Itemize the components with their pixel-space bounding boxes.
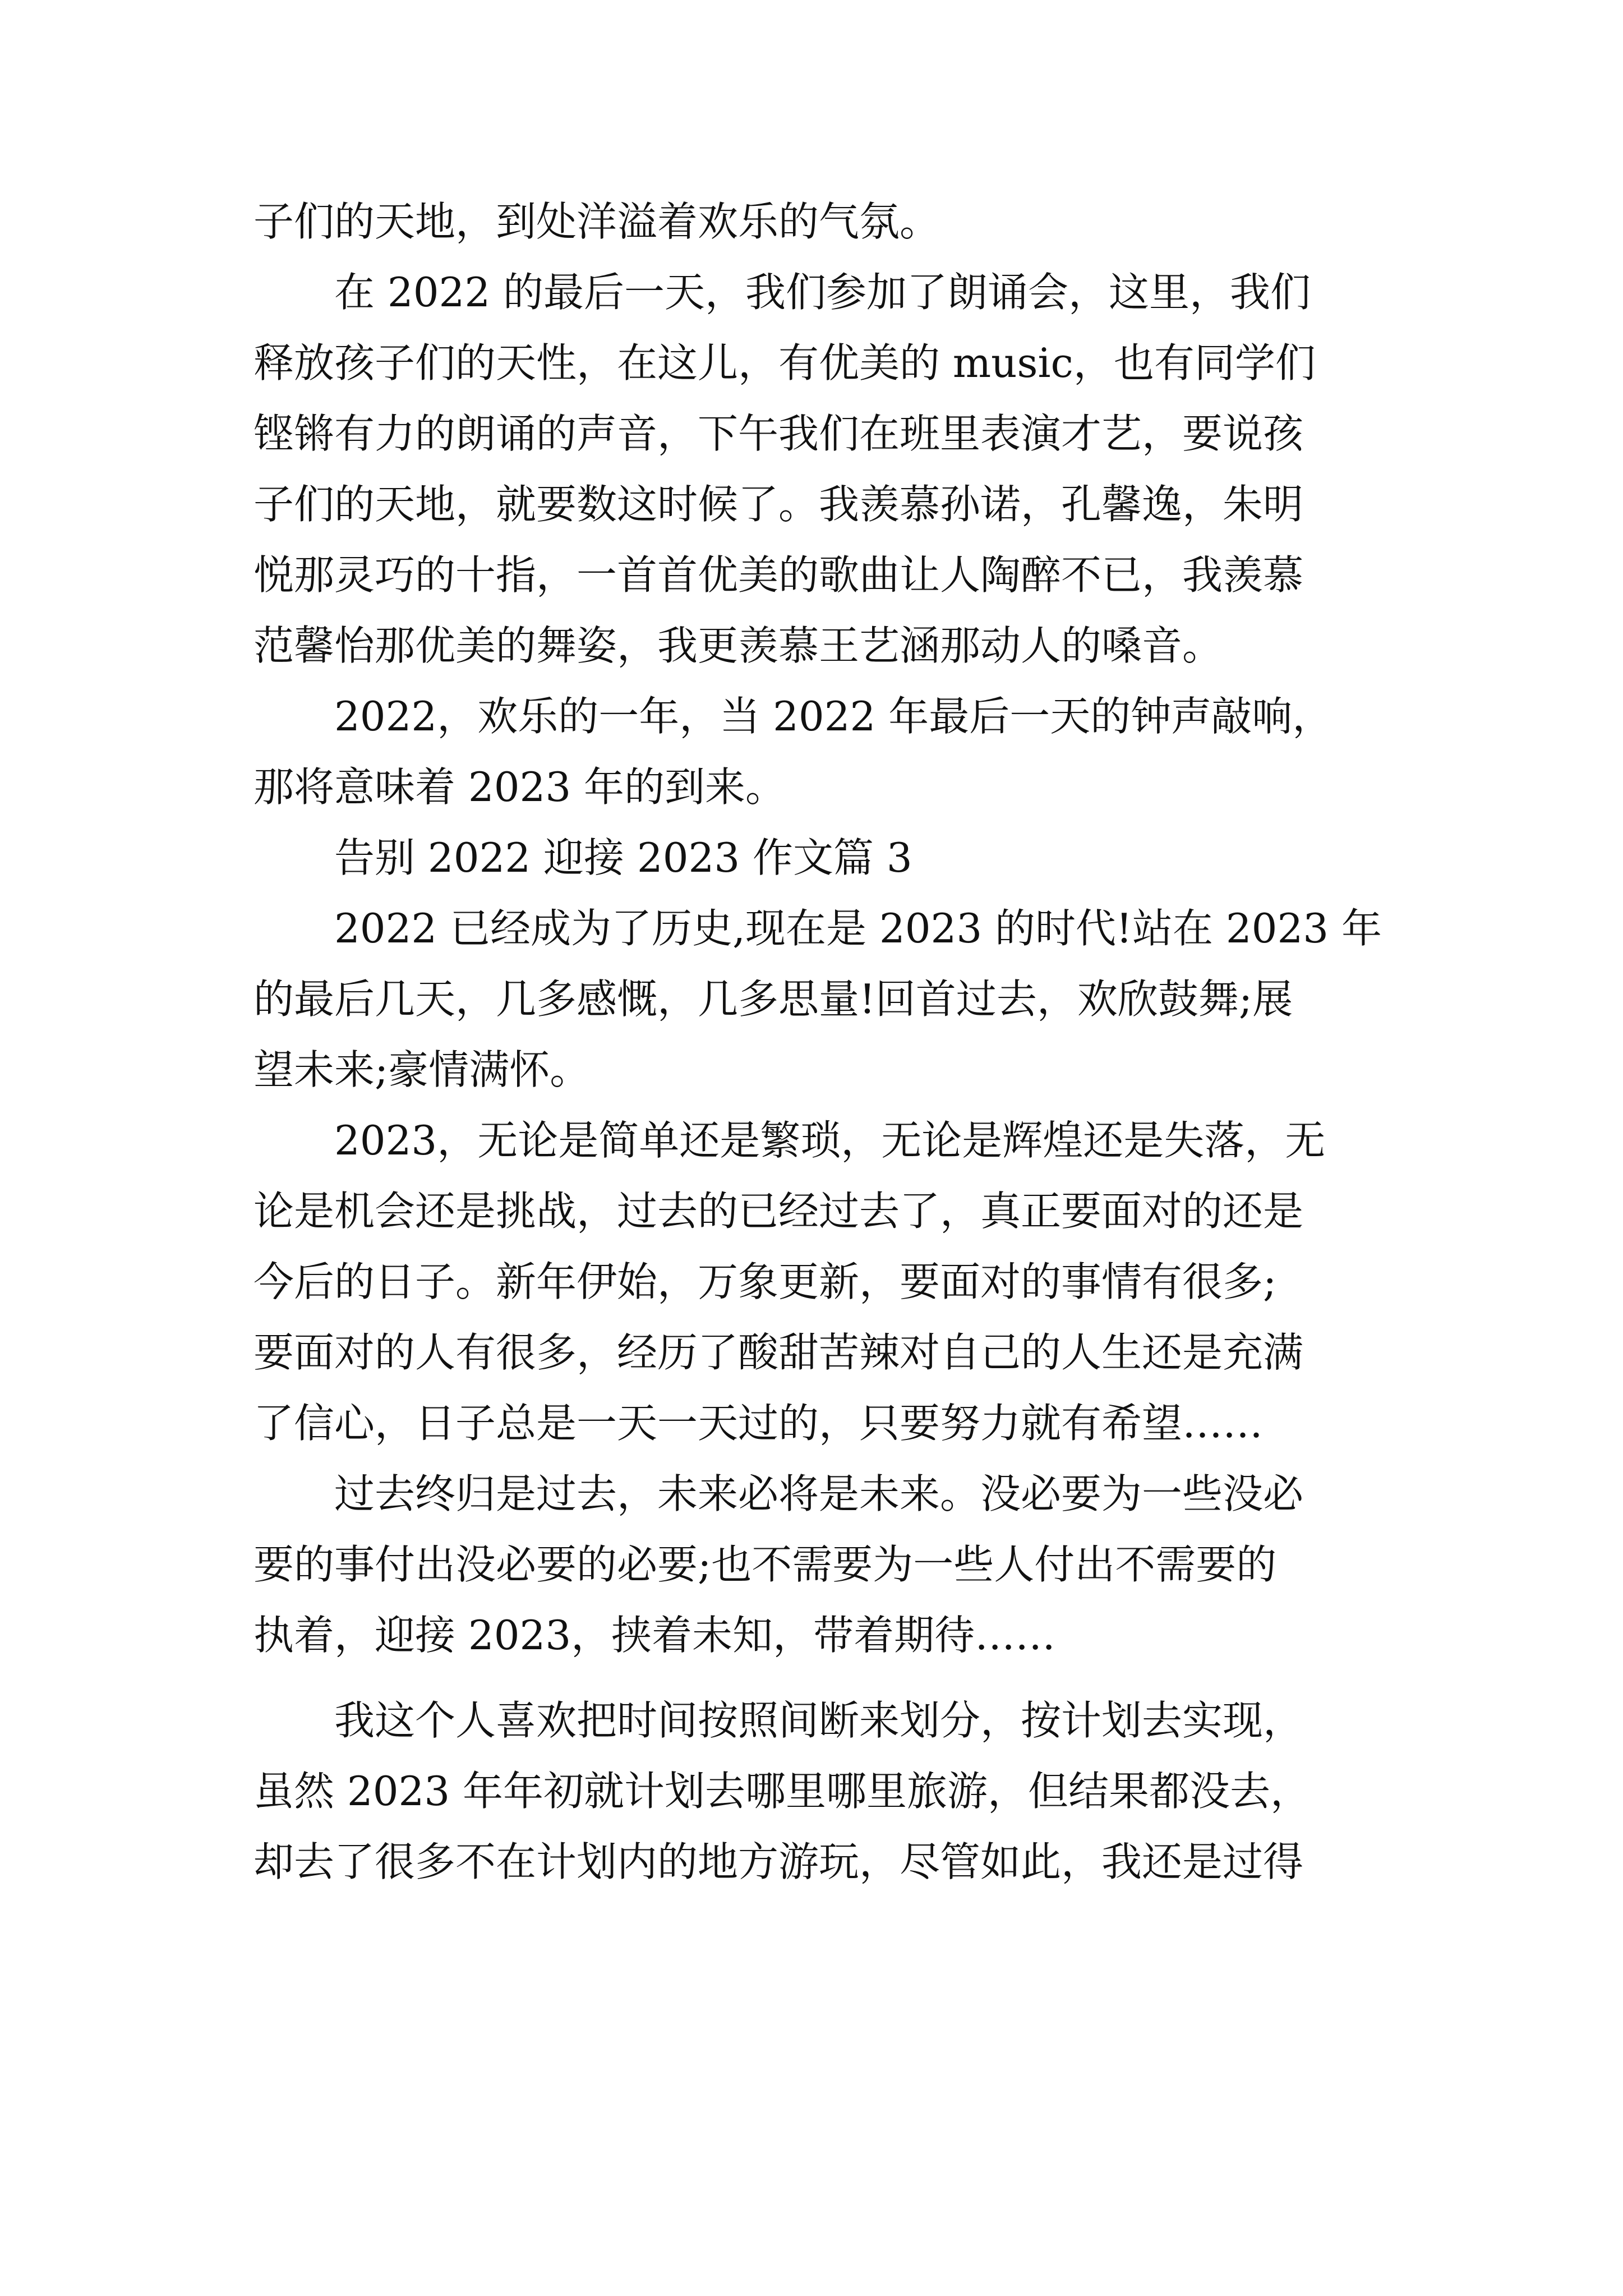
text-line: 了信心，日子总是一天一天过的，只要努力就有希望…… bbox=[253, 1400, 1264, 1447]
paragraph-first-line: 2022，欢乐的一年，当 2022 年最后一天的钟声敲响， bbox=[334, 693, 1333, 740]
paragraph-first-line: 过去终归是过去，未来必将是未来。没必要为一些没必 bbox=[334, 1470, 1304, 1517]
text-line: 范馨怡那优美的舞姿，我更羡慕王艺涵那动人的嗓音。 bbox=[253, 622, 1223, 669]
paragraph-first-line: 2023，无论是简单还是繁琐，无论是辉煌还是失落，无 bbox=[334, 1117, 1326, 1164]
text-line: 子们的天地，就要数这时候了。我羡慕孙诺，孔馨逸，朱明 bbox=[253, 481, 1304, 528]
document-body bbox=[253, 186, 1398, 1897]
text-line: 执着，迎接 2023，挟着未知，带着期待…… bbox=[253, 1612, 1056, 1659]
paragraph-first-line: 2022 已经成为了历史,现在是 2023 的时代!站在 2023 年 bbox=[334, 905, 1382, 952]
section-heading: 告别 2022 迎接 2023 作文篇 3 bbox=[334, 834, 912, 881]
text-line: 子们的天地，到处洋溢着欢乐的气氛。 bbox=[253, 198, 940, 245]
text-line: 铿锵有力的朗诵的声音，下午我们在班里表演才艺，要说孩 bbox=[253, 410, 1304, 457]
text-line: 悦那灵巧的十指，一首首优美的歌曲让人陶醉不已，我羡慕 bbox=[253, 551, 1304, 599]
text-line: 的最后几天，几多感慨，几多思量!回首过去，欢欣鼓舞;展 bbox=[253, 976, 1293, 1023]
text-line: 虽然 2023 年年初就计划去哪里哪里旅游，但结果都没去， bbox=[253, 1768, 1311, 1815]
text-line: 望未来;豪情满怀。 bbox=[253, 1046, 591, 1093]
text-line: 论是机会还是挑战，过去的已经过去了，真正要面对的还是 bbox=[253, 1188, 1304, 1235]
text-line: 要的事付出没必要的必要;也不需要为一些人付出不需要的 bbox=[253, 1541, 1277, 1588]
paragraph-first-line: 我这个人喜欢把时间按照间断来划分，按计划去实现， bbox=[334, 1697, 1304, 1744]
paragraph-first-line: 在 2022 的最后一天，我们参加了朗诵会，这里，我们 bbox=[334, 269, 1311, 316]
text-line: 释放孩子们的天性，在这儿，有优美的 music，也有同学们 bbox=[253, 339, 1316, 386]
text-line: 那将意味着 2023 年的到来。 bbox=[253, 763, 786, 811]
text-line: 今后的日子。新年伊始，万象更新，要面对的事情有很多; bbox=[253, 1258, 1277, 1305]
text-line: 要面对的人有很多，经历了酸甜苦辣对自己的人生还是充满 bbox=[253, 1329, 1304, 1376]
text-line: 却去了很多不在计划内的地方游玩，尽管如此，我还是过得 bbox=[253, 1838, 1304, 1885]
